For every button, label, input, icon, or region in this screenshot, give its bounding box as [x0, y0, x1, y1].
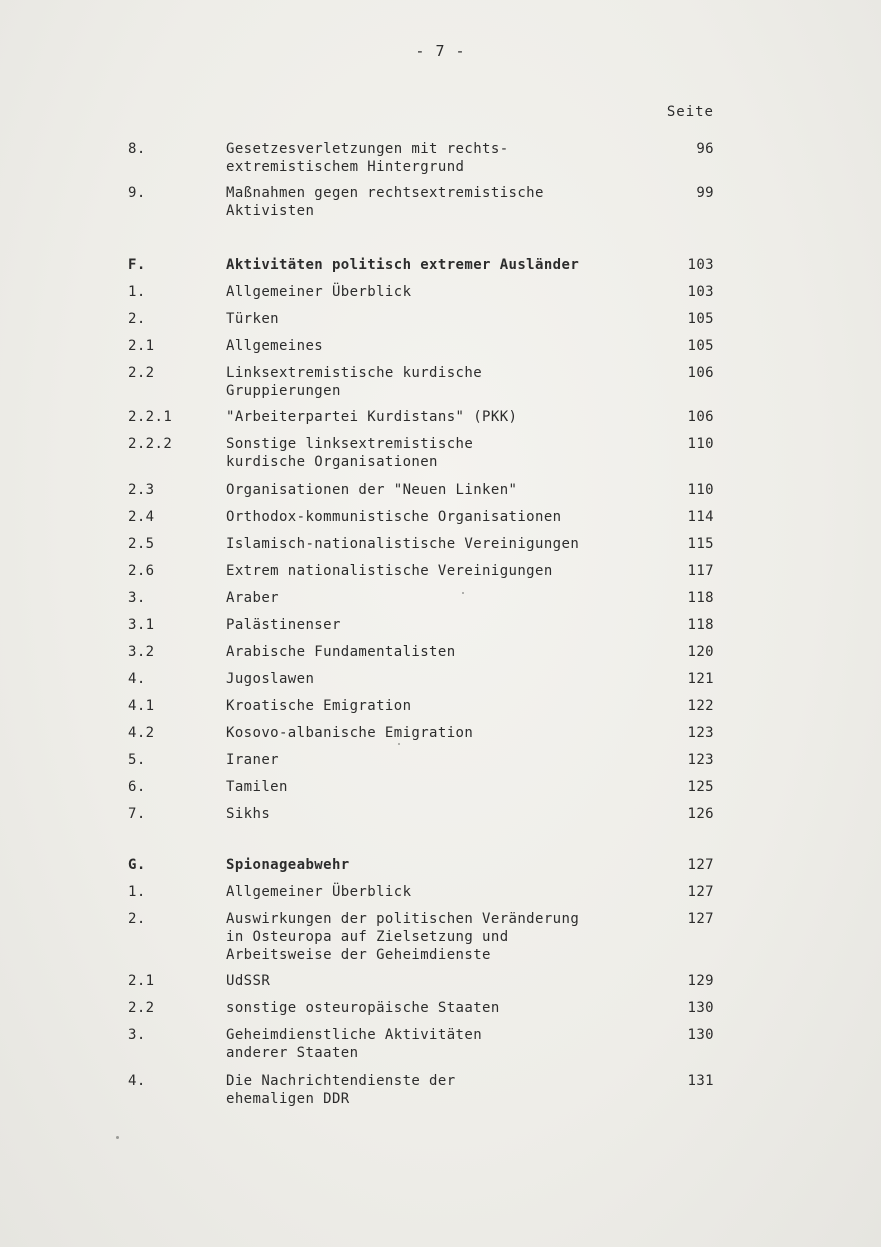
toc-entry-title: [226, 643, 666, 661]
toc-entry-page-number: 99: [696, 185, 714, 201]
toc-entry-title-line: Kosovo-albanische Emigration: [226, 725, 474, 741]
toc-entry-title: [226, 910, 666, 964]
toc-entry-title: [226, 883, 666, 901]
toc-entry-title-line: Orthodox-kommunistische Organisationen: [226, 509, 562, 525]
toc-entry-title: [226, 481, 666, 499]
toc-entry-page-number: 103: [687, 257, 714, 273]
toc-entry-title-line: in Osteuropa auf Zielsetzung und: [226, 929, 509, 945]
toc-entry-title: [226, 972, 666, 990]
toc-entry-title-line: Auswirkungen der politischen Veränderung: [226, 911, 580, 927]
toc-entry-title: [226, 999, 666, 1017]
toc-entry-title: [226, 589, 666, 607]
page-column-header: Seite: [666, 104, 714, 120]
toc-entry-page-number: 131: [687, 1073, 714, 1089]
toc-entry-title-line: Linksextremistische kurdische: [226, 365, 483, 381]
toc-entry-title-line: Allgemeiner Überblick: [226, 284, 412, 300]
toc-entry-number: 4.: [128, 1073, 146, 1089]
toc-entry-title-line: Extrem nationalistische Vereinigungen: [226, 563, 553, 579]
toc-entry-number: 2.2.1: [128, 409, 173, 425]
toc-entry-title-line: kurdische Organisationen: [226, 454, 438, 470]
toc-entry-title: [226, 140, 666, 176]
toc-entry-title: [226, 408, 666, 426]
toc-entry-title: [226, 1026, 666, 1062]
toc-entry-number: 9.: [128, 185, 146, 201]
toc-entry-title-line: Spionageabwehr: [226, 857, 350, 873]
toc-entry-number: G.: [128, 857, 146, 873]
toc-entry-title-line: Allgemeines: [226, 338, 324, 354]
toc-entry-page-number: 127: [687, 884, 714, 900]
toc-entry-title-line: Islamisch-nationalistische Vereinigungen: [226, 536, 580, 552]
toc-entry-title-line: Gruppierungen: [226, 383, 341, 399]
toc-entry-title-line: Organisationen der "Neuen Linken": [226, 482, 518, 498]
toc-entry-title: [226, 256, 666, 274]
toc-entry-page-number: 117: [687, 563, 714, 579]
toc-entry-title: [226, 283, 666, 301]
toc-entry-title: [226, 778, 666, 796]
toc-entry-number: 4.2: [128, 725, 155, 741]
toc-entry-title: [226, 364, 666, 400]
toc-entry-title-line: Geheimdienstliche Aktivitäten: [226, 1027, 483, 1043]
toc-entry-title: [226, 535, 666, 553]
toc-entry-title: [226, 751, 666, 769]
toc-entry-number: 7.: [128, 806, 146, 822]
toc-entry-page-number: 96: [696, 141, 714, 157]
toc-entry-title-line: "Arbeiterpartei Kurdistans" (PKK): [226, 409, 518, 425]
scan-speck: [462, 592, 464, 594]
toc-entry-title-line: Maßnahmen gegen rechtsextremistische: [226, 185, 544, 201]
toc-entry-title-line: Arbeitsweise der Geheimdienste: [226, 947, 491, 963]
toc-entry-page-number: 106: [687, 409, 714, 425]
toc-entry-title-line: Die Nachrichtendienste der: [226, 1073, 456, 1089]
toc-entry-title-line: Sikhs: [226, 806, 271, 822]
toc-entry-number: 5.: [128, 752, 146, 768]
toc-entry-title-line: UdSSR: [226, 973, 271, 989]
toc-entry-number: 3.: [128, 590, 146, 606]
toc-entry-number: 1.: [128, 284, 146, 300]
toc-entry-page-number: 123: [687, 725, 714, 741]
toc-entry-number: 3.2: [128, 644, 155, 660]
toc-entry-title-line: Tamilen: [226, 779, 288, 795]
toc-entry-title-line: Aktivisten: [226, 203, 315, 219]
toc-entry-number: 2.3: [128, 482, 155, 498]
toc-entry-number: 1.: [128, 884, 146, 900]
toc-entry-page-number: 103: [687, 284, 714, 300]
scan-speck: [116, 1136, 119, 1139]
toc-entry-number: 2.5: [128, 536, 155, 552]
toc-entry-number: 2.4: [128, 509, 155, 525]
toc-entry-page-number: 130: [687, 1000, 714, 1016]
toc-entry-page-number: 121: [687, 671, 714, 687]
toc-entry-number: 2.: [128, 911, 146, 927]
toc-entry-title: [226, 184, 666, 220]
page-number: - 7 -: [415, 42, 466, 60]
toc-entry-page-number: 123: [687, 752, 714, 768]
toc-entry-title: [226, 508, 666, 526]
toc-entry-page-number: 105: [687, 338, 714, 354]
toc-entry-page-number: 110: [687, 482, 714, 498]
toc-entry-title: [226, 670, 666, 688]
toc-entry-number: 2.1: [128, 973, 155, 989]
toc-entry-title-line: Türken: [226, 311, 279, 327]
toc-entry-number: 2.2.2: [128, 436, 173, 452]
toc-entry-page-number: 126: [687, 806, 714, 822]
toc-entry-number: 2.2: [128, 1000, 155, 1016]
toc-entry-title: [226, 562, 666, 580]
toc-entry-page-number: 115: [687, 536, 714, 552]
toc-entry-page-number: 125: [687, 779, 714, 795]
toc-entry-page-number: 122: [687, 698, 714, 714]
toc-entry-title-line: extremistischem Hintergrund: [226, 159, 465, 175]
toc-entry-title-line: Araber: [226, 590, 279, 606]
toc-entry-title: [226, 616, 666, 634]
toc-entry-title-line: anderer Staaten: [226, 1045, 359, 1061]
toc-entry-number: F.: [128, 257, 146, 273]
toc-entry-title-line: Kroatische Emigration: [226, 698, 412, 714]
toc-entry-title: [226, 724, 666, 742]
toc-entry-title: [226, 435, 666, 471]
toc-entry-page-number: 118: [687, 617, 714, 633]
toc-entry-title-line: Gesetzesverletzungen mit rechts-: [226, 141, 509, 157]
toc-entry-page-number: 114: [687, 509, 714, 525]
toc-entry-page-number: 110: [687, 436, 714, 452]
toc-entry-number: 2.2: [128, 365, 155, 381]
toc-entry-page-number: 118: [687, 590, 714, 606]
toc-entry-title-line: Sonstige linksextremistische: [226, 436, 474, 452]
toc-entry-title: [226, 856, 666, 874]
toc-entry-title-line: ehemaligen DDR: [226, 1091, 350, 1107]
toc-entry-title-line: Arabische Fundamentalisten: [226, 644, 456, 660]
toc-entry-page-number: 127: [687, 857, 714, 873]
toc-entry-title-line: Jugoslawen: [226, 671, 315, 687]
toc-entry-number: 2.1: [128, 338, 155, 354]
toc-entry-title: [226, 337, 666, 355]
toc-entry-page-number: 127: [687, 911, 714, 927]
toc-entry-number: 4.1: [128, 698, 155, 714]
toc-entry-page-number: 129: [687, 973, 714, 989]
toc-entry-page-number: 105: [687, 311, 714, 327]
toc-entry-number: 4.: [128, 671, 146, 687]
toc-entry-number: 3.1: [128, 617, 155, 633]
toc-entry-title: [226, 805, 666, 823]
toc-entry-number: 2.6: [128, 563, 155, 579]
toc-entry-number: 6.: [128, 779, 146, 795]
toc-entry-page-number: 106: [687, 365, 714, 381]
toc-entry-page-number: 130: [687, 1027, 714, 1043]
toc-entry-title-line: Aktivitäten politisch extremer Ausländer: [226, 257, 580, 273]
scan-speck: [398, 743, 400, 745]
toc-entry-title: [226, 697, 666, 715]
toc-entry-title-line: Allgemeiner Überblick: [226, 884, 412, 900]
toc-entry-title: [226, 1072, 666, 1108]
toc-entry-number: 8.: [128, 141, 146, 157]
toc-entry-title-line: sonstige osteuropäische Staaten: [226, 1000, 500, 1016]
toc-entry-title-line: Iraner: [226, 752, 279, 768]
toc-entry-page-number: 120: [687, 644, 714, 660]
toc-entry-title: [226, 310, 666, 328]
toc-entry-number: 3.: [128, 1027, 146, 1043]
toc-entry-number: 2.: [128, 311, 146, 327]
toc-entry-title-line: Palästinenser: [226, 617, 341, 633]
